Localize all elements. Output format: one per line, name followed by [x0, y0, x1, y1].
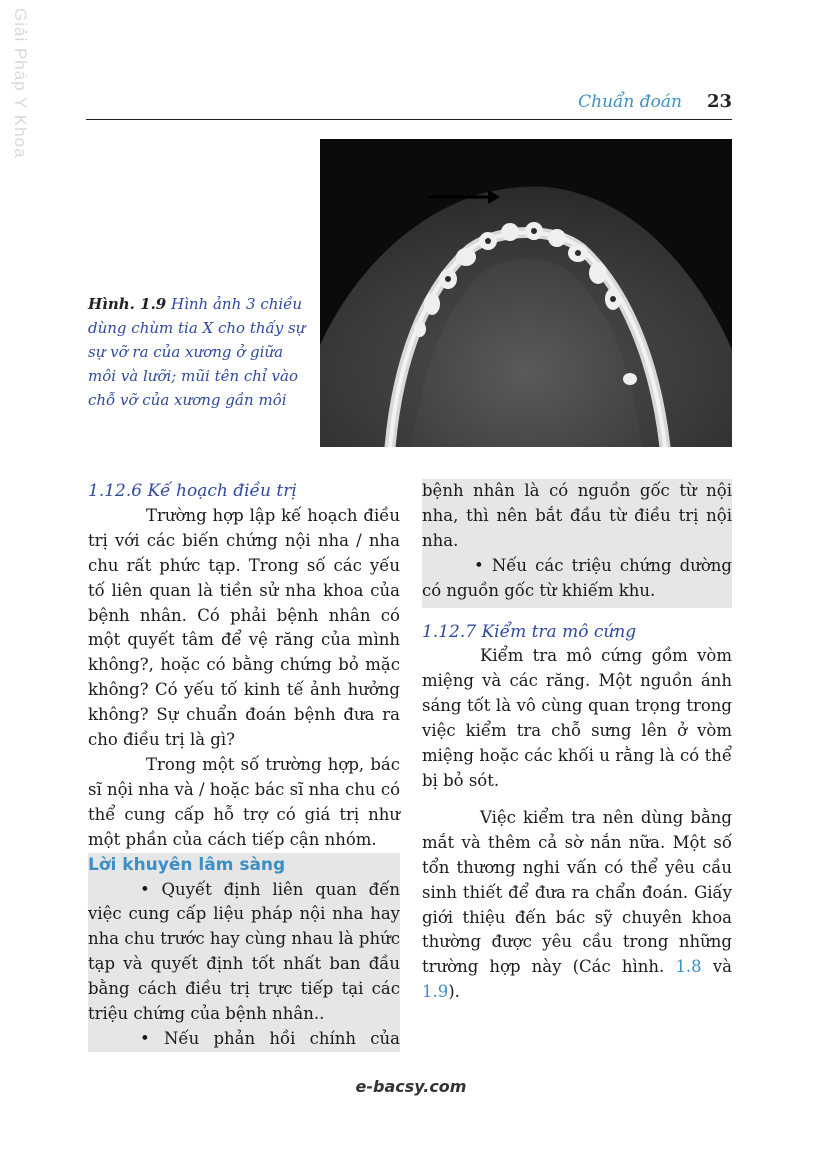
left-column: [88, 479, 400, 1052]
right-column: [422, 479, 732, 1005]
section-heading-treatment-plan: 1.12.6 Kế hoạch điều trị: [88, 481, 297, 501]
footer-site: e-bacsy.com: [355, 1077, 467, 1096]
figure-label: Hình. 1.9: [88, 295, 167, 313]
ct-scan-figure: [320, 139, 732, 447]
ct-scan-image: [320, 139, 732, 447]
paragraph-hard-tissue-1: Kiểm tra mô cứng gồm vòm miệng và các răng. Một nguồn ánh sáng tốt là vô cùng quan trọng trong việc kiểm tra chỗ sưng lên ở vòm miệng hoặc các khối u rằng là có thể bị bỏ sót.: [422, 646, 732, 790]
paragraph-treatment-plan-2: Trong một số trường hợp, bác sĩ nội nha và / hoặc bác sĩ nha chu có thể cung cấp hỗ trợ có giá trị như một phần của cách tiếp cận nhóm.: [88, 754, 400, 849]
figure-ref-1-9[interactable]: 1.9: [422, 982, 449, 1002]
clinical-tip-box-continued: [422, 479, 732, 608]
paragraph-treatment-plan-1: Trường hợp lập kế hoạch điều trị với các biến chứng nội nha / nha chu rất phức tạp. Trong số các yếu tố liên quan là tiền sử nha khoa của bệnh nhân. Có phải bệnh nhân có một quyết tâm để vệ răng của mình không?, hoặc có bằng chứng bỏ mặc không? Có yếu tố kinh tế ảnh hưởng không? Sự chuẩn đoán bệnh đưa ra cho điều trị là gì?: [88, 505, 400, 750]
side-watermark: Giải Pháp Y Khoa: [11, 8, 30, 159]
clinical-tip-bullet-3: • Nếu các triệu chứng dường có nguồn gốc từ khiếm khu.: [422, 555, 732, 600]
conjunction-text: và: [712, 957, 733, 977]
clinical-tip-bullet-2-start: • Nếu phản hồi chính của: [140, 1028, 400, 1048]
running-title: Chuẩn đoán: [578, 92, 682, 112]
figure-caption-text: Hình ảnh 3 chiều dùng chùm tia X cho thấy sự sự vỡ ra của xương ở giữa môi và lưỡi; mũi tên chỉ vào chỗ vỡ của xương gần môi: [88, 295, 306, 409]
clinical-tip-bullet-1: • Quyết định liên quan đến việc cung cấp liệu pháp nội nha hay nha chu trước hay cùng nhau là phức tạp và quyết định tốt nhất ban đầu bằng cách điều trị trực tiếp tại các triệu chứng của bệnh nhân..: [88, 879, 400, 1024]
page-number: 23: [706, 91, 732, 112]
paragraph-hard-tissue-2: [422, 806, 732, 1005]
figure-caption: [88, 292, 306, 412]
figure-ref-1-8[interactable]: 1.8: [675, 957, 702, 977]
section-heading-hard-tissue: 1.12.7 Kiểm tra mô cứng: [422, 621, 637, 642]
clinical-tip-bullet-2-cont: bệnh nhân là có nguồn gốc từ nội nha, thì nên bắt đầu từ điều trị nội nha.: [422, 481, 732, 550]
clinical-tip-title: Lời khuyên lâm sàng: [88, 854, 286, 875]
closing-paren: ).: [448, 982, 460, 1002]
running-header: [86, 88, 732, 120]
clinical-tip-box: [88, 853, 400, 1052]
paragraph-hard-tissue-2-text: Việc kiểm tra nên dùng bằng mắt và thêm cả sờ nắn nữa. Một số tổn thương nghi vấn có thể yêu cầu sinh thiết để đưa ra chẩn đoán. Giấy giới thiệu đến bác sỹ chuyên khoa thường được yêu cầu trong những trường hợp này (Các hình.: [422, 807, 732, 977]
